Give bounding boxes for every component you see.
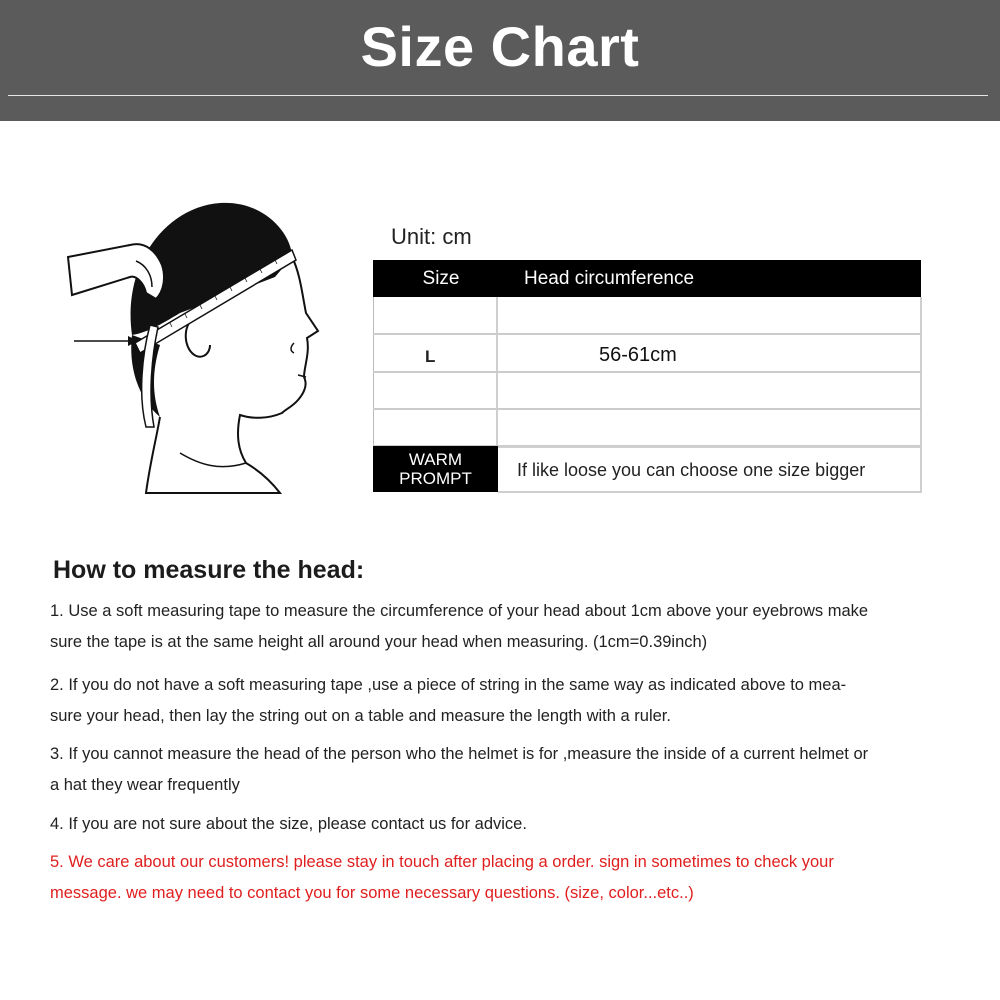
- row-divider: [373, 371, 922, 373]
- table-header-row: [373, 260, 921, 297]
- warm-prompt-text: If like loose you can choose one size bigger: [517, 460, 866, 480]
- instruction-line: 3. If you cannot measure the head of the person who the helmet is for ,measure the inside of a current helmet or: [50, 745, 869, 763]
- measure-instructions-heading: How to measure the head:: [53, 556, 365, 584]
- instruction-step-5: [50, 847, 834, 909]
- instruction-step-1: [50, 596, 868, 658]
- table-cell-head-circumference: 56-61cm: [599, 344, 677, 366]
- warm-prompt-label-line: PROMPT: [399, 469, 472, 488]
- unit-label: Unit: cm: [391, 224, 472, 249]
- instruction-line: message. we may need to contact you for some necessary questions. (size, color...etc..): [50, 884, 694, 902]
- page-title: Size Chart: [360, 15, 640, 78]
- instruction-line: sure the tape is at the same height all around your head when measuring. (1cm=0.39inch): [50, 633, 708, 651]
- instruction-line: 2. If you do not have a soft measuring tape ,use a piece of string in the same way as indicated above to mea-: [50, 676, 847, 694]
- column-header-head-circumference: Head circumference: [524, 268, 695, 289]
- hand-shape: [68, 244, 164, 299]
- warm-prompt-cell: [498, 446, 922, 493]
- instruction-line: a hat they wear frequently: [50, 776, 240, 794]
- row-divider: [373, 333, 922, 335]
- head-measurement-illustration: [60, 195, 350, 500]
- size-table: [373, 260, 922, 494]
- shirt-collar: [146, 417, 280, 493]
- eye-mark: [291, 343, 294, 353]
- instruction-line: 5. We care about our customers! please stay in touch after placing a order. sign in sometimes to check your: [50, 853, 834, 871]
- instruction-line: 1. Use a soft measuring tape to measure the circumference of your head about 1cm above your eyebrows make: [50, 602, 869, 620]
- instruction-line: sure your head, then lay the string out on a table and measure the length with a ruler.: [50, 707, 671, 725]
- instruction-step-2: [50, 670, 846, 732]
- warm-prompt-label-line: WARM: [408, 450, 463, 469]
- row-divider: [373, 408, 922, 410]
- table-cell-size: L: [425, 347, 436, 366]
- column-header-size: Size: [422, 268, 460, 289]
- instruction-step-3: [50, 739, 868, 801]
- header-divider: [8, 95, 988, 96]
- warm-prompt-label: [373, 446, 498, 492]
- header-banner: [0, 0, 1000, 121]
- instruction-line: 4. If you are not sure about the size, please contact us for advice.: [50, 815, 527, 833]
- instruction-step-4: [50, 809, 527, 840]
- collar-line: [180, 453, 246, 467]
